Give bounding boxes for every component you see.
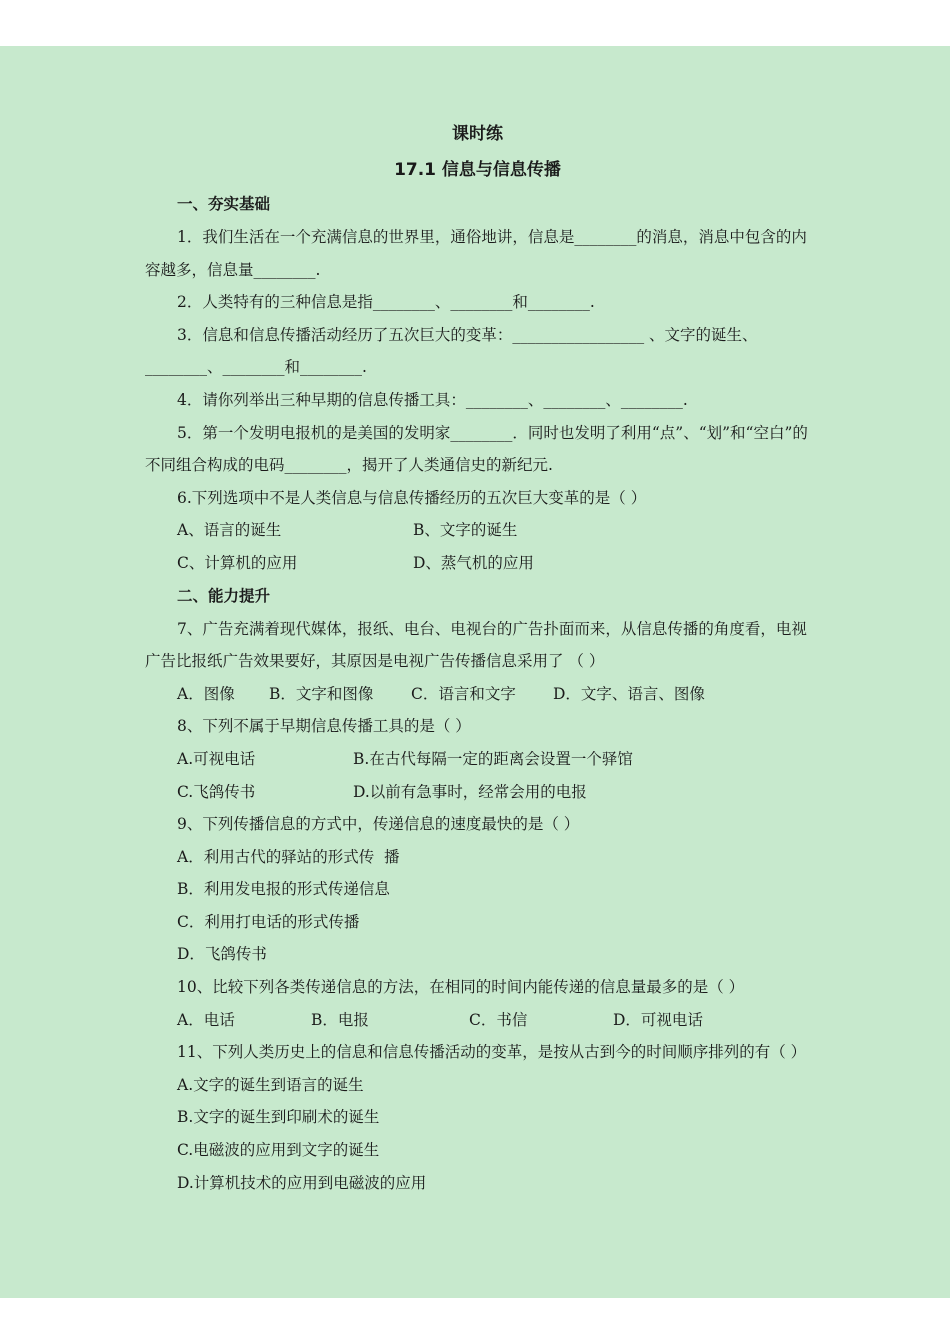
question-1: 1．我们生活在一个充满信息的世界里，通俗地讲，信息是________的消息，消息中包含的内容越多，信息量________. bbox=[145, 228, 807, 279]
option-d: D．文字、语言、图像 bbox=[553, 684, 705, 703]
lesson-title: 17.1 信息与信息传播 bbox=[394, 160, 561, 180]
question-6-options-row-2 bbox=[145, 547, 810, 580]
question-9: 9、下列传播信息的方式中，传递信息的速度最快的是（ ） bbox=[177, 815, 580, 834]
question-7: 7、广告充满着现代媒体，报纸、电台、电视台的广告扑面而来，从信息传播的角度看，电视广告比报纸广告效果要好，其原因是电视广告传播信息采用了 （ ） bbox=[145, 619, 807, 671]
option-d: D．飞鸽传书 bbox=[177, 945, 267, 964]
option-b: B．电报 bbox=[311, 1010, 369, 1029]
option-b: B．利用发电报的形式传递信息 bbox=[177, 880, 390, 899]
section-heading-advanced: 二、能力提升 bbox=[177, 586, 271, 605]
option-d: D.以前有急事时，经常会用的电报 bbox=[353, 782, 587, 801]
option-c: C.飞鸽传书 bbox=[177, 782, 256, 801]
option-c: C．语言和文字 bbox=[411, 684, 516, 703]
option-b: B.在古代每隔一定的距离会设置一个驿馆 bbox=[353, 749, 633, 768]
option-b: B．文字和图像 bbox=[269, 684, 374, 703]
question-2: 2．人类特有的三种信息是指________、________和________. bbox=[177, 293, 595, 312]
option-a: A、语言的诞生 bbox=[177, 521, 282, 540]
worksheet-page bbox=[0, 46, 950, 1298]
option-c: C、计算机的应用 bbox=[177, 553, 298, 572]
option-c: C．书信 bbox=[469, 1010, 528, 1029]
question-6: 6.下列选项中不是人类信息与信息传播经历的五次巨大变革的是（ ） bbox=[177, 488, 647, 507]
question-4: 4．请你列举出三种早期的信息传播工具：________、________、________. bbox=[177, 390, 688, 409]
option-d: D、蒸气机的应用 bbox=[413, 553, 534, 572]
question-7-options bbox=[145, 678, 810, 711]
question-10: 10、比较下列各类传递信息的方法，在相同的时间内能传递的信息量最多的是（ ） bbox=[177, 978, 745, 997]
question-5: 5．第一个发明电报机的是美国的发明家________．同时也发明了利用“点”、“划”和“空白”的不同组合构成的电码________，揭开了人类通信史的新纪元. bbox=[145, 423, 808, 475]
option-a: A．利用古代的驿站的形式传 播 bbox=[177, 847, 400, 866]
question-3: 3．信息和信息传播活动经历了五次巨大的变革：_________________ 、文字的诞生、________、________和________. bbox=[145, 325, 758, 377]
question-8-options-row-2 bbox=[145, 776, 810, 809]
option-b: B、文字的诞生 bbox=[413, 521, 518, 540]
question-10-options bbox=[145, 1004, 810, 1037]
section-heading-basic: 一、夯实基础 bbox=[177, 195, 271, 213]
question-6-options-row-1 bbox=[145, 514, 810, 547]
option-d: D.计算机技术的应用到电磁波的应用 bbox=[177, 1173, 427, 1192]
option-a: A.文字的诞生到语言的诞生 bbox=[177, 1075, 364, 1094]
question-11: 11、下列人类历史上的信息和信息传播活动的变革，是按从古到今的时间顺序排列的有（ ） bbox=[177, 1043, 807, 1062]
option-a: A．电话 bbox=[177, 1010, 235, 1029]
question-8-options-row-1 bbox=[145, 743, 810, 776]
option-a: A.可视电话 bbox=[177, 749, 256, 768]
option-d: D．可视电话 bbox=[613, 1010, 703, 1029]
option-a: A．图像 bbox=[177, 684, 235, 703]
question-8: 8、下列不属于早期信息传播工具的是（ ） bbox=[177, 717, 471, 736]
option-c: C.电磁波的应用到文字的诞生 bbox=[177, 1141, 380, 1160]
worksheet-content bbox=[145, 116, 810, 1199]
page-title: 课时练 bbox=[452, 124, 503, 144]
option-b: B.文字的诞生到印刷术的诞生 bbox=[177, 1108, 380, 1127]
option-c: C．利用打电话的形式传播 bbox=[177, 912, 360, 931]
